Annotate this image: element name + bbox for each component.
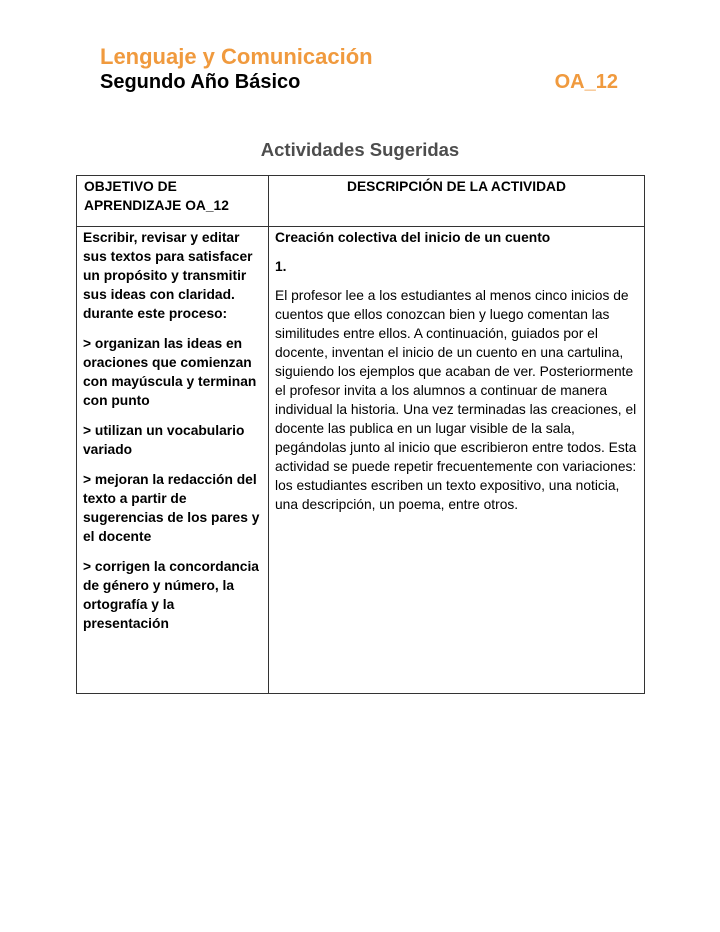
objective-column-header (77, 176, 269, 227)
grade-row (100, 70, 618, 94)
activity-description: El profesor lee a los estudiantes al menos cinco inicios de cuentos que ellos conozcan bien y luego comentan las similitudes entre ellos. A continuación, guiados por el docente, inventan el inicio de un cuento en una cartulina, siguiendo los ejemplos que acaban de ver. Posteriormente el profesor invita a los alumnos a continuar de manera individual la historia. Una vez terminadas las creaciones, el docente las publica en un lugar visible de la sala, pegándolas junto al inicio que escribieron entre todos. Esta actividad se puede repetir frecuentemente con variaciones: los estudiantes escriben un texto expositivo, una noticia, una descripción, un poema, entre otros. (275, 288, 637, 512)
objective-header-text: OBJETIVO DE APRENDIZAJE OA_12 (84, 179, 229, 213)
objective-point-3: > mejoran la redacción del texto a partir de sugerencias de los pares y el docente (83, 472, 260, 544)
table-row (77, 227, 645, 694)
table-header-row (77, 176, 645, 227)
objective-intro: Escribir, revisar y editar sus textos para satisfacer un propósito y transmitir sus ideas con claridad. durante este proceso: (83, 230, 253, 321)
activity-cell (269, 227, 645, 694)
document-header (100, 44, 618, 94)
activities-table (76, 175, 645, 694)
objective-point-2: > utilizan un vocabulario variado (83, 423, 245, 457)
activity-title: Creación colectiva del inicio de un cuento (275, 230, 551, 245)
description-column-header (269, 176, 645, 227)
grade-title: Segundo Año Básico (100, 71, 301, 93)
objective-cell (77, 227, 269, 694)
objective-point-1: > organizan las ideas en oraciones que comienzan con mayúscula y terminan con punto (83, 336, 257, 408)
section-title: Actividades Sugeridas (260, 139, 460, 160)
description-header-text: DESCRIPCIÓN DE LA ACTIVIDAD (347, 179, 566, 194)
oa-code: OA_12 (554, 71, 618, 93)
subject-title: Lenguaje y Comunicación (100, 44, 373, 69)
objective-point-4: > corrigen la concordancia de género y número, la ortografía y la presentación (83, 559, 259, 631)
activity-number: 1. (275, 259, 287, 274)
